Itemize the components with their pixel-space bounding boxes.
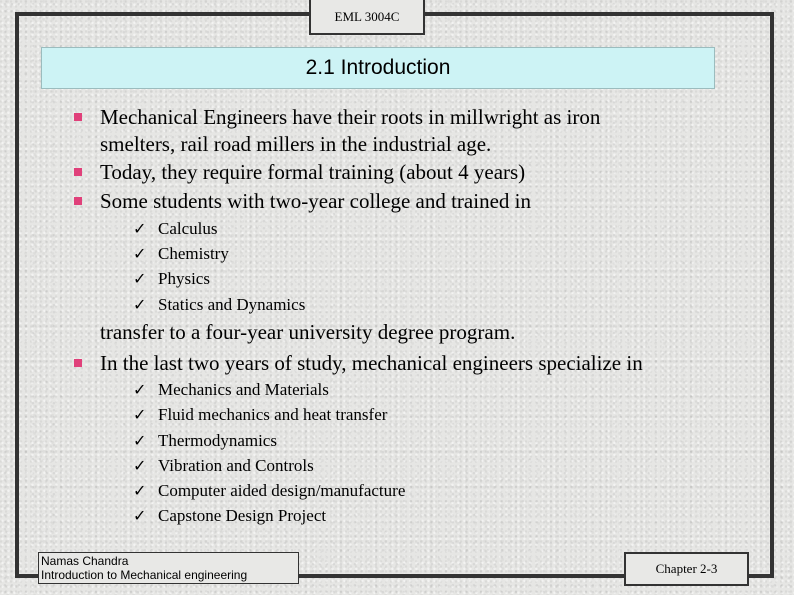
bullet-4-text: In the last two years of study, mechanical engineers specialize in [100,351,643,375]
checkmark-icon: ✓ [133,506,147,525]
sub-item: ✓ Fluid mechanics and heat transfer [133,405,388,424]
footer-chapter: Chapter 2-3 [624,552,749,586]
bullet-1-line-2: smelters, rail road millers in the industrial age. [100,132,492,156]
checkmark-icon: ✓ [133,269,147,288]
sub-item: ✓ Statics and Dynamics [133,295,306,314]
square-bullet-icon [74,168,82,176]
continuation-text: transfer to a four-year university degree program. [100,320,516,344]
bullet-1 [100,104,600,158]
checkmark-icon: ✓ [133,244,147,263]
bullet-1-line-1: Mechanical Engineers have their roots in millwright as iron [100,105,601,129]
checkmark-icon: ✓ [133,295,147,314]
bullet-3-text: Some students with two-year college and trained in [100,189,531,213]
sub-item: ✓ Computer aided design/manufacture [133,481,406,500]
sub-item: ✓ Physics [133,269,210,288]
footer-author-box [38,552,299,584]
course-code: EML 3004C [309,0,425,35]
square-bullet-icon [74,113,82,121]
checkmark-icon: ✓ [133,481,147,500]
square-bullet-icon [74,359,82,367]
square-bullet-icon [74,197,82,205]
sub-item: ✓ Capstone Design Project [133,506,327,525]
sub-item: ✓ Calculus [133,219,218,238]
footer-book: Introduction to Mechanical engineering [41,568,248,582]
checkmark-icon: ✓ [133,405,147,424]
checkmark-icon: ✓ [133,431,147,450]
bullet-2-text: Today, they require formal training (about 4 years) [100,160,526,184]
sub-item: ✓ Thermodynamics [133,431,277,450]
checkmark-icon: ✓ [133,456,147,475]
slide-title: 2.1 Introduction [41,47,715,89]
sub-item: ✓ Chemistry [133,244,229,263]
sub-item: ✓ Mechanics and Materials [133,380,329,399]
sub-item: ✓ Vibration and Controls [133,456,314,475]
footer-author: Namas Chandra [41,554,129,568]
bullet-2 [100,159,525,186]
checkmark-icon: ✓ [133,380,147,399]
bullet-4 [100,350,643,377]
checkmark-icon: ✓ [133,219,147,238]
bullet-3 [100,188,531,215]
